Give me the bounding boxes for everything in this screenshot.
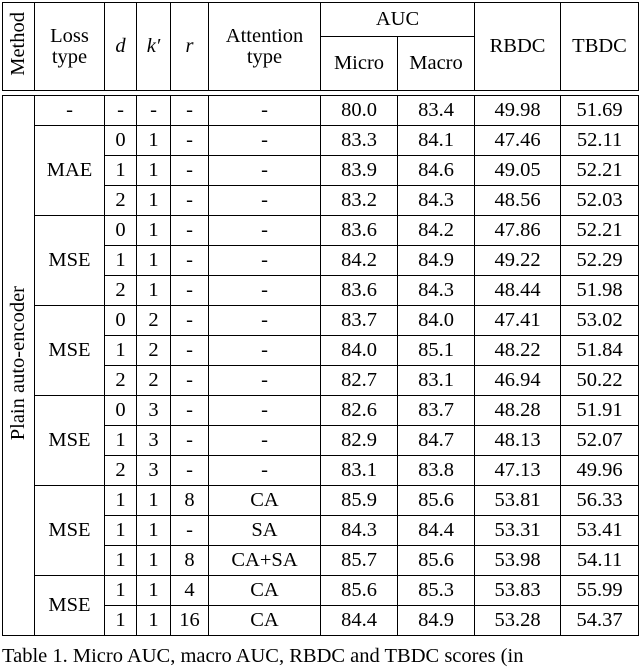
cell-d: 0 [105, 216, 137, 246]
cell-auc-micro: 83.7 [321, 306, 398, 336]
header-rbdc: RBDC [475, 3, 561, 91]
cell-tbdc: 50.22 [561, 366, 639, 396]
cell-d: 0 [105, 306, 137, 336]
cell-k: 1 [137, 246, 171, 276]
cell-attention: - [209, 396, 321, 426]
cell-r: - [171, 396, 209, 426]
cell-auc-macro: 85.1 [398, 336, 475, 366]
header-loss-type: Loss type [35, 3, 105, 91]
table-row [3, 216, 639, 246]
cell-auc-macro: 83.4 [398, 96, 475, 126]
cell-rbdc: 47.13 [475, 456, 561, 486]
header-tbdc: TBDC [561, 3, 639, 91]
cell-rbdc: 48.28 [475, 396, 561, 426]
cell-r: - [171, 216, 209, 246]
cell-rbdc: 53.83 [475, 576, 561, 606]
cell-rbdc: 49.22 [475, 246, 561, 276]
header-auc: AUC [321, 3, 475, 37]
cell-attention: - [209, 126, 321, 156]
cell-auc-micro: 83.6 [321, 216, 398, 246]
cell-tbdc: 52.07 [561, 426, 639, 456]
cell-attention: CA [209, 576, 321, 606]
cell-tbdc: 52.11 [561, 126, 639, 156]
cell-rbdc: 53.31 [475, 516, 561, 546]
cell-auc-macro: 84.3 [398, 186, 475, 216]
cell-attention: - [209, 336, 321, 366]
cell-auc-micro: 83.2 [321, 186, 398, 216]
header-micro: Micro [321, 37, 398, 91]
cell-auc-micro: 83.6 [321, 276, 398, 306]
table-row [3, 396, 639, 426]
header-k: k′ [137, 3, 171, 91]
cell-tbdc: 51.84 [561, 336, 639, 366]
cell-k: 3 [137, 456, 171, 486]
cell-attention: - [209, 426, 321, 456]
table-row [3, 576, 639, 606]
cell-r: - [171, 186, 209, 216]
cell-tbdc: 52.21 [561, 156, 639, 186]
cell-rbdc: 53.98 [475, 546, 561, 576]
cell-auc-micro: 82.6 [321, 396, 398, 426]
cell-r: 8 [171, 486, 209, 516]
cell-auc-macro: 85.6 [398, 486, 475, 516]
loss-type-cell: - [35, 96, 105, 126]
cell-auc-macro: 85.6 [398, 546, 475, 576]
cell-d: 2 [105, 276, 137, 306]
cell-d: 1 [105, 336, 137, 366]
cell-auc-macro: 84.1 [398, 126, 475, 156]
cell-k: 1 [137, 546, 171, 576]
loss-type-cell: MSE [35, 306, 105, 396]
cell-auc-micro: 84.4 [321, 606, 398, 636]
cell-k: 1 [137, 516, 171, 546]
cell-r: - [171, 336, 209, 366]
cell-auc-micro: 83.9 [321, 156, 398, 186]
cell-rbdc: 48.13 [475, 426, 561, 456]
cell-tbdc: 54.37 [561, 606, 639, 636]
method-cell: Plain auto-encoder [3, 96, 35, 636]
cell-k: 2 [137, 366, 171, 396]
cell-attention: CA [209, 486, 321, 516]
cell-d: 1 [105, 486, 137, 516]
cell-auc-macro: 84.3 [398, 276, 475, 306]
cell-auc-micro: 82.7 [321, 366, 398, 396]
cell-d: 0 [105, 126, 137, 156]
cell-r: 16 [171, 606, 209, 636]
cell-r: - [171, 96, 209, 126]
header-d: d [105, 3, 137, 91]
cell-r: - [171, 456, 209, 486]
cell-attention: - [209, 216, 321, 246]
cell-tbdc: 53.02 [561, 306, 639, 336]
cell-rbdc: 49.98 [475, 96, 561, 126]
header-r: r [171, 3, 209, 91]
cell-tbdc: 51.98 [561, 276, 639, 306]
cell-d: 1 [105, 246, 137, 276]
cell-k: 2 [137, 306, 171, 336]
cell-r: - [171, 156, 209, 186]
cell-attention: - [209, 276, 321, 306]
cell-r: 4 [171, 576, 209, 606]
cell-k: 1 [137, 276, 171, 306]
header-method: Method [3, 3, 35, 91]
loss-type-cell: MSE [35, 396, 105, 486]
cell-attention: - [209, 156, 321, 186]
cell-d: 0 [105, 396, 137, 426]
cell-k: - [137, 96, 171, 126]
cell-auc-micro: 83.3 [321, 126, 398, 156]
cell-auc-micro: 80.0 [321, 96, 398, 126]
cell-r: - [171, 366, 209, 396]
cell-auc-macro: 84.0 [398, 306, 475, 336]
cell-auc-micro: 82.9 [321, 426, 398, 456]
cell-rbdc: 46.94 [475, 366, 561, 396]
cell-attention: CA [209, 606, 321, 636]
cell-r: - [171, 276, 209, 306]
cell-d: 1 [105, 546, 137, 576]
results-table [2, 2, 639, 636]
table-header [3, 3, 639, 96]
table-row [3, 96, 639, 126]
cell-r: - [171, 516, 209, 546]
cell-rbdc: 48.22 [475, 336, 561, 366]
cell-k: 3 [137, 426, 171, 456]
cell-rbdc: 47.46 [475, 126, 561, 156]
cell-tbdc: 53.41 [561, 516, 639, 546]
cell-attention: - [209, 366, 321, 396]
cell-d: 1 [105, 156, 137, 186]
cell-k: 1 [137, 126, 171, 156]
cell-d: - [105, 96, 137, 126]
cell-k: 1 [137, 606, 171, 636]
cell-k: 1 [137, 186, 171, 216]
cell-d: 2 [105, 366, 137, 396]
cell-r: 8 [171, 546, 209, 576]
cell-auc-macro: 84.7 [398, 426, 475, 456]
cell-d: 2 [105, 456, 137, 486]
cell-tbdc: 55.99 [561, 576, 639, 606]
table-row [3, 486, 639, 516]
cell-d: 1 [105, 576, 137, 606]
cell-attention: CA+SA [209, 546, 321, 576]
cell-auc-micro: 85.9 [321, 486, 398, 516]
cell-auc-macro: 84.2 [398, 216, 475, 246]
cell-auc-macro: 83.1 [398, 366, 475, 396]
cell-k: 3 [137, 396, 171, 426]
cell-auc-micro: 83.1 [321, 456, 398, 486]
cell-auc-macro: 84.4 [398, 516, 475, 546]
cell-auc-macro: 84.9 [398, 606, 475, 636]
cell-d: 1 [105, 426, 137, 456]
cell-attention: - [209, 306, 321, 336]
cell-k: 1 [137, 486, 171, 516]
cell-attention: SA [209, 516, 321, 546]
cell-tbdc: 56.33 [561, 486, 639, 516]
cell-r: - [171, 306, 209, 336]
cell-auc-micro: 85.6 [321, 576, 398, 606]
cell-attention: - [209, 246, 321, 276]
cell-rbdc: 53.28 [475, 606, 561, 636]
loss-type-cell: MSE [35, 576, 105, 636]
cell-k: 1 [137, 576, 171, 606]
cell-auc-macro: 83.7 [398, 396, 475, 426]
cell-rbdc: 48.44 [475, 276, 561, 306]
table-caption: Table 1. Micro AUC, macro AUC, RBDC and TBDC scores (in [2, 645, 524, 667]
table-row [3, 126, 639, 156]
cell-tbdc: 52.21 [561, 216, 639, 246]
cell-tbdc: 51.69 [561, 96, 639, 126]
header-attention-type: Attention type [209, 3, 321, 91]
table-body [3, 96, 639, 636]
cell-auc-micro: 84.2 [321, 246, 398, 276]
loss-type-cell: MSE [35, 216, 105, 306]
loss-type-cell: MSE [35, 486, 105, 576]
cell-auc-micro: 84.3 [321, 516, 398, 546]
cell-tbdc: 54.11 [561, 546, 639, 576]
cell-r: - [171, 246, 209, 276]
cell-auc-macro: 84.6 [398, 156, 475, 186]
cell-rbdc: 48.56 [475, 186, 561, 216]
header-macro: Macro [398, 37, 475, 91]
cell-attention: - [209, 96, 321, 126]
cell-d: 1 [105, 516, 137, 546]
cell-rbdc: 47.41 [475, 306, 561, 336]
cell-k: 2 [137, 336, 171, 366]
cell-tbdc: 52.03 [561, 186, 639, 216]
cell-auc-micro: 84.0 [321, 336, 398, 366]
cell-k: 1 [137, 216, 171, 246]
cell-r: - [171, 426, 209, 456]
cell-rbdc: 53.81 [475, 486, 561, 516]
cell-tbdc: 49.96 [561, 456, 639, 486]
cell-rbdc: 49.05 [475, 156, 561, 186]
cell-tbdc: 52.29 [561, 246, 639, 276]
cell-auc-macro: 84.9 [398, 246, 475, 276]
cell-d: 2 [105, 186, 137, 216]
cell-attention: - [209, 186, 321, 216]
cell-r: - [171, 126, 209, 156]
cell-k: 1 [137, 156, 171, 186]
cell-attention: - [209, 456, 321, 486]
cell-tbdc: 51.91 [561, 396, 639, 426]
cell-rbdc: 47.86 [475, 216, 561, 246]
loss-type-cell: MAE [35, 126, 105, 216]
cell-auc-macro: 83.8 [398, 456, 475, 486]
cell-d: 1 [105, 606, 137, 636]
cell-auc-macro: 85.3 [398, 576, 475, 606]
table-row [3, 306, 639, 336]
cell-auc-micro: 85.7 [321, 546, 398, 576]
